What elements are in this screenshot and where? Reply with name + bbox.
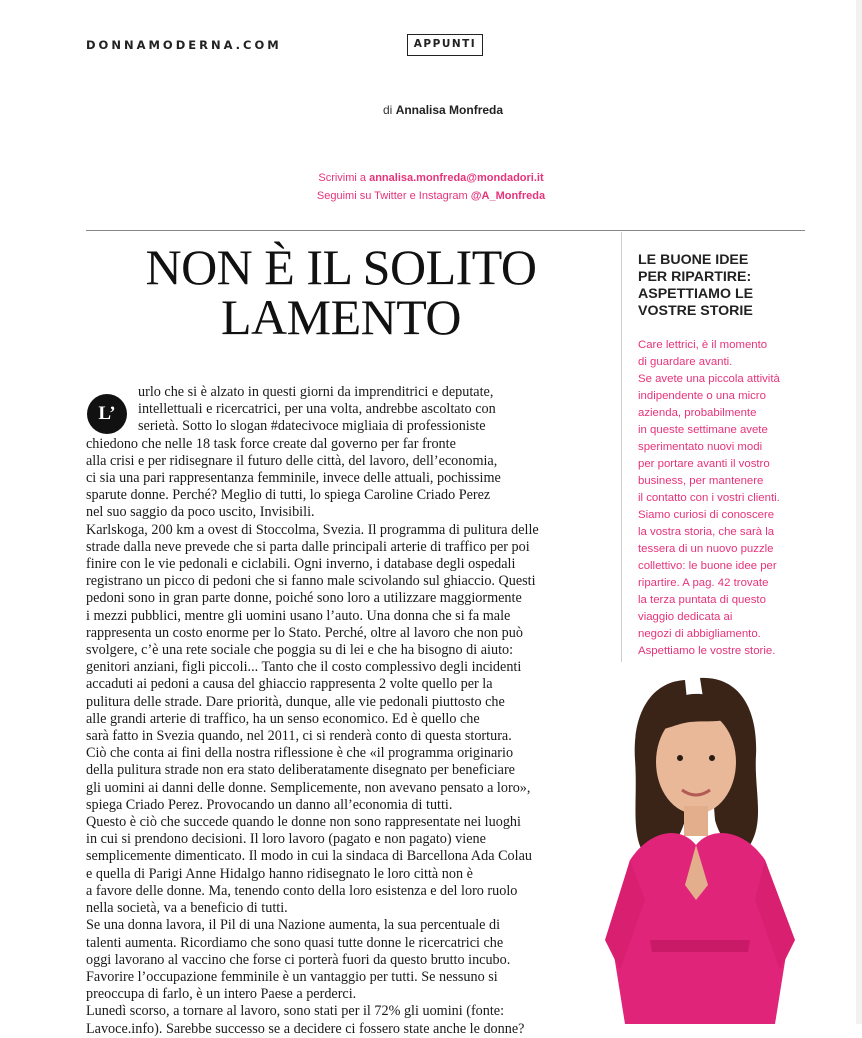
body-line: serietà. Sotto lo slogan #datecivoce migliaia di professioniste [138,418,486,435]
email-prefix: Scrivimi a [318,172,367,184]
sidebar-body-line: azienda, probabilmente [638,407,757,419]
body-line: Favorire l’occupazione femminile è un vantaggio per tutti. Se nessuno si [86,968,498,985]
body-line: accaduti ai pedoni a causa del ghiaccio rappresenta 2 volte quello per la [86,676,493,693]
author-email-link[interactable]: annalisa.monfreda@mondadori.it [369,172,544,184]
body-line: urlo che si è alzato in questi giorni da imprenditrici e deputate, [138,384,494,400]
article-body [86,384,646,1038]
sidebar-body-line: Siamo curiosi di conoscere [638,509,775,521]
body-line: a favore delle donne. Ma, tenendo conto della loro esistenza e del loro ruolo [86,882,518,899]
body-line: chiedono che nelle 18 task force create dal governo per far fronte [86,435,456,452]
sidebar-body-line: collettivo: le buone idee per [638,560,777,572]
body-line: talenti aumenta. Ricordiamo che sono quasi tutte donne le ricercatrici che [86,934,504,951]
body-line: Se una donna lavora, il Pil di una Nazione aumenta, la sua percentuale di [86,917,501,934]
body-line: registrano un picco di pedoni che si fanno male scivolando sul ghiaccio. Questi [86,573,536,590]
article-headline [86,239,596,345]
contact-social-line [0,190,862,202]
body-line: svolgere, c’è una rete sociale che poggia su di lei e che ha bisogno di aiuto: [86,642,514,659]
body-line: della pulitura strade non era stato deliberatamente disegnato per beneficiare [86,762,515,779]
body-line: oggi lavorano al vaccino che forse ci porterà fuori da questo brutto incubo. [86,951,511,968]
author-portrait-figure [605,678,795,1024]
section-tag: APPUNTI [407,34,483,56]
body-line: semplicemente dimenticato. Il modo in cui la sindaca di Barcellona Ada Colau [86,848,532,865]
sidebar-heading-line: VOSTRE STORIE [638,303,753,319]
body-line: e quella di Parigi Anne Hidalgo hanno ridisegnato le loro città non è [86,865,473,882]
body-line: ci sia una pari rappresentanza femminile, invece delle attuali, pochissime [86,470,501,487]
author-portrait [590,670,820,1024]
body-line: intellettuali e ricercatrici, per una volta, andrebbe ascoltato con [138,401,496,418]
body-line: rappresenta un costo enorme per lo Stato. Perché, oltre al lavoro che non può [86,624,523,641]
body-line: pedoni sono in gran parte donne, poiché sono loro a utilizzare maggiormente [86,590,522,607]
body-line: Lavoce.info). Sarebbe successo se a decidere ci fossero state anche le donne? [86,1020,525,1037]
sidebar-body-line: negozi di abbigliamento. [638,628,761,640]
sidebar-heading-line: PER RIPARTIRE: [638,269,752,285]
sidebar-heading-line: ASPETTIAMO LE [638,286,754,302]
sidebar-body-line: Aspettiamo le vostre storie. [638,645,776,657]
page-scrollbar[interactable] [856,0,862,1024]
body-line: genitori anziani, figli piccoli... Tanto che il costo complessivo degli incidenti [86,659,522,676]
sidebar-body-line: viaggio dedicata ai [638,611,733,623]
body-line: strade dalla neve prevede che si parta dalle principali arterie di traffico per poi [86,538,530,555]
sidebar-body-line: indipendente o una micro [638,390,766,402]
body-line: preoccupa di farlo, è un intero Paese a perderci. [86,986,357,1003]
social-prefix: Seguimi su Twitter e Instagram [316,190,468,202]
sidebar-body-line: sperimentato nuovi modi [638,441,763,453]
header-divider [86,230,805,231]
body-line: spiega Criado Perez. Provocando un danno all’economia di tutti. [86,796,453,813]
body-line: pulitura delle strade. Dare priorità, dunque, alle vie pedonali piuttosto che [86,693,505,710]
sidebar-body-line: il contatto con i vostri clienti. [638,492,780,504]
body-line: Questo è ciò che succede quando le donne non sono rappresentate nei luoghi [86,814,521,831]
byline [383,103,503,117]
drop-cap: L’ [87,394,127,434]
body-line: i mezzi pubblici, mentre gli uomini usano l’auto. Una donna che si fa male [86,607,511,624]
body-line: alla crisi e per ridisegnare il futuro delle città, del lavoro, dell’economia, [86,452,498,469]
sidebar-body-line: per portare avanti il vostro [638,458,770,470]
headline-line-1: NON È IL SOLITO [145,239,537,295]
contact-email-line [0,172,862,184]
sidebar-heading [638,252,753,320]
sidebar-body-line: Care lettrici, è il momento [638,339,768,351]
headline-line-2: LAMENTO [220,289,461,345]
sidebar-body-line: la vostra storia, che sarà la [638,526,775,538]
body-line: nella società, va a beneficio di tutti. [86,900,288,917]
sidebar-body-line: Se avete una piccola attività [638,373,780,385]
sidebar-body-line: in queste settimane avete [638,424,768,436]
sidebar-body [638,337,780,660]
body-line: gli uomini ai danni delle donne. Semplicemente, non avevano pensato a loro», [86,779,531,796]
body-line: nel suo saggio da poco uscito, Invisibili. [86,504,315,521]
body-line: in cui si prendono decisioni. Il loro lavoro (pagato e non pagato) viene [86,831,486,848]
author-name: Annalisa Monfreda [395,103,504,117]
social-handle-link[interactable]: @A_Monfreda [470,190,546,202]
sidebar-heading-line: LE BUONE IDEE [638,252,749,268]
sidebar-body-line: business, per mantenere [638,475,764,487]
sidebar-body-line: la terza puntata di questo [638,594,766,606]
sidebar-body-line: ripartire. A pag. 42 trovate [638,577,769,589]
body-line: alle grandi arterie di traffico, ha un senso economico. Ed è quello che [86,710,480,727]
body-line: Lunedì scorso, a tornare al lavoro, sono stati per il 72% gli uomini (fonte: [86,1003,505,1020]
body-line: Karlskoga, 200 km a ovest di Stoccolma, Svezia. Il programma di pulitura delle [86,521,539,538]
byline-prefix: di [383,103,393,117]
body-line: sarà fatto in Svezia quando, nel 2011, ci si renderà conto di questa stortura. [86,728,512,745]
sidebar-body-line: tessera di un nuovo puzzle [638,543,774,555]
body-line: sparute donne. Perché? Meglio di tutti, lo spiega Caroline Criado Perez [86,487,491,504]
sidebar-body-line: di guardare avanti. [638,356,733,368]
body-line: finire con le vie pedonali e ciclabili. Ogni inverno, i database degli ospedali [86,556,516,573]
site-masthead: DONNAMODERNA.COM [86,38,282,52]
body-line: Ciò che conta ai fini della nostra riflessione è che «il programma originario [86,745,514,762]
